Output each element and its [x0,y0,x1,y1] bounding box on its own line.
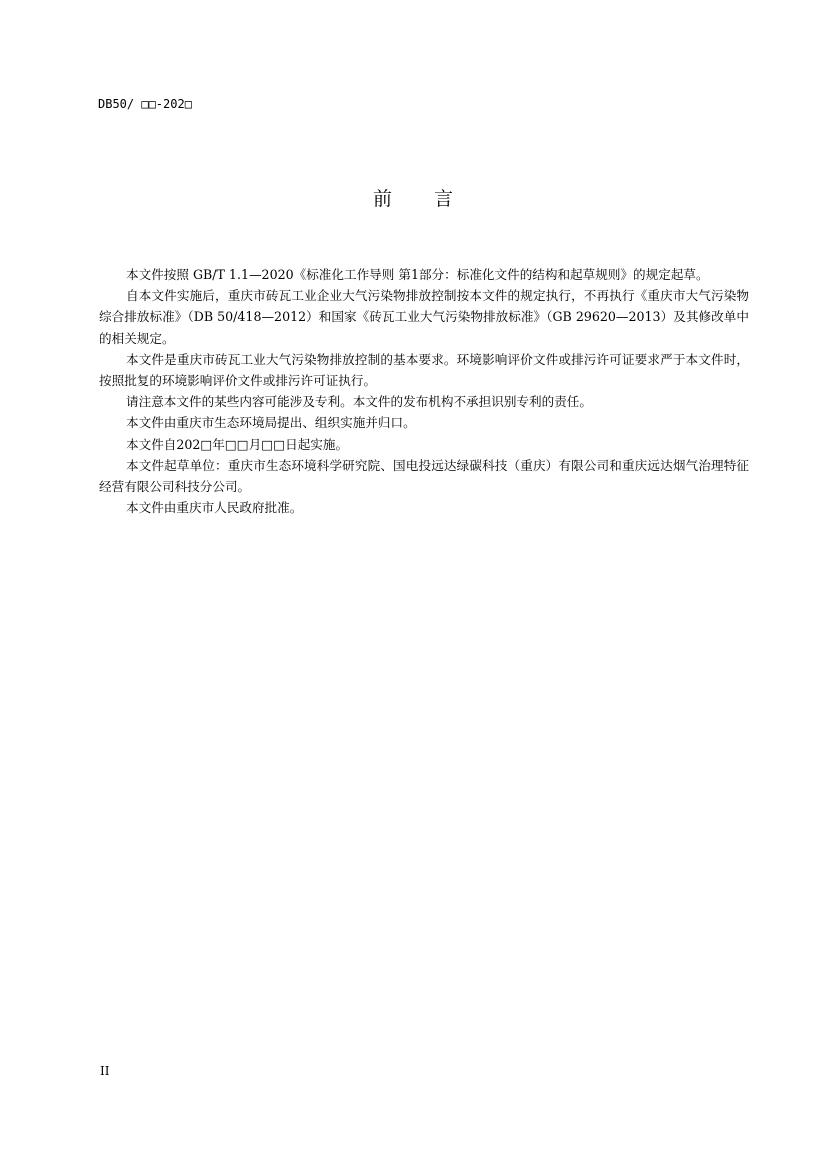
paragraph-drafting-units: 本文件起草单位：重庆市生态环境科学研究院、国电投远达绿碳科技（重庆）有限公司和重庆远达烟气治理特征经营有限公司科技分公司。 [99,457,749,495]
paragraph-approval: 本文件由重庆市人民政府批准。 [126,500,303,516]
page-number: II [100,1064,110,1078]
paragraph-proposer: 本文件由重庆市生态环境局提出、组织实施并归口。 [126,415,416,431]
paragraph-basic-requirements: 本文件是重庆市砖瓦工业大气污染物排放控制的基本要求。环境影响评价文件或排污许可证要求严于本文件时，按照批复的环境影响评价文件或排污许可证执行。 [99,351,749,389]
paragraph-drafting-basis: 本文件按照 GB/T 1.1—2020《标准化工作导则 第1部分：标准化文件的结构和起草规则》的规定起草。 [126,267,709,282]
paragraph-replacement: 自本文件实施后，重庆市砖瓦工业企业大气污染物排放控制按本文件的规定执行，不再执行《重庆市大气污染物综合排放标准》（DB 50/418—2012）和国家《砖瓦工业大气污染物排放标准》（GB 29620—2013）及其修改单中的相关规定。 [99,288,749,346]
page-title: 前 言 [372,188,472,210]
document-code: DB50/ □□-202□ [98,97,192,111]
foreword-body [99,264,749,518]
paragraph-patent-notice: 请注意本文件的某些内容可能涉及专利。本文件的发布机构不承担识别专利的责任。 [126,394,592,410]
paragraph-effective-date: 本文件自202□年□□月□□日起实施。 [126,436,349,452]
